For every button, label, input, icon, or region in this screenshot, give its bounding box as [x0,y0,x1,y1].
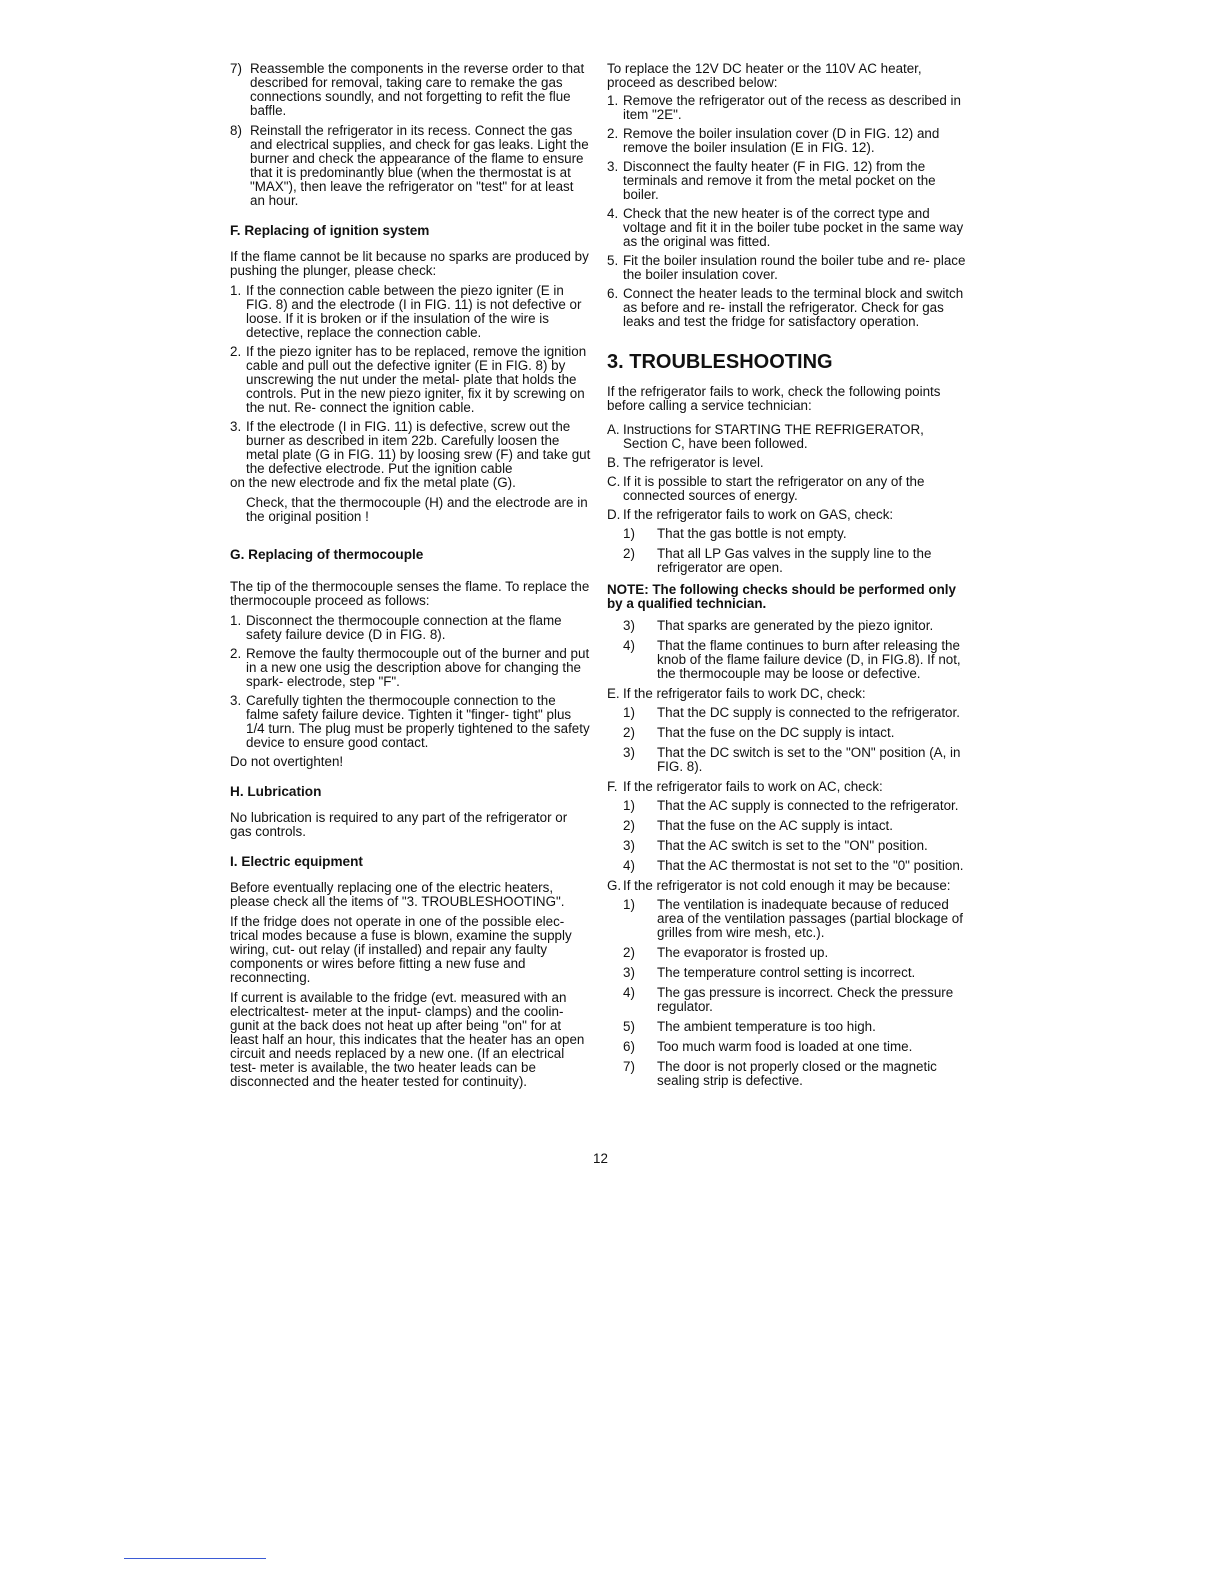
item-number: 6. [607,286,619,301]
list-item-d [607,508,969,522]
item-number: 5. [607,253,619,268]
item-letter: A. [607,422,620,437]
item-text: That all LP Gas valves in the supply line to the refrigerator are open. [657,546,932,575]
item-number: 2) [623,546,635,561]
footer-rule [124,1558,266,1559]
sub-item [607,966,969,980]
list-item [607,160,969,202]
section-f-intro: If the flame cannot be lit because no sparks are produced by pushing the plunger, please check: [230,249,589,278]
list-item [230,647,592,689]
item-text: Fit the boiler insulation round the boiler tube and re- place the boiler insulation cover. [623,253,966,282]
item-text: That the DC supply is connected to the refrigerator. [657,705,960,720]
item-number: 7) [230,61,242,76]
item-letter: F. [607,779,618,794]
item-number: 2) [623,818,635,833]
item-number: 3) [623,965,635,980]
item-text: Reassemble the components in the reverse order to that described for removal, taking care to remake the gas connections soundly, and not forgetting to refit the flue baffle. [250,61,585,118]
item-text: That the fuse on the AC supply is intact. [657,818,893,833]
right-column [607,62,969,1094]
troubleshooting-intro: If the refrigerator fails to work, check the following points before calling a service technician: [607,384,941,413]
item-letter: B. [607,455,620,470]
section-i-paragraph: Before eventually replacing one of the electric heaters, please check all the items of "3. TROUBLESHOOTING". [230,880,565,909]
item-number: 1. [230,283,242,298]
item-text: Check that the new heater is of the correct type and voltage and fit it in the boiler tube pocket in the same way as the original was fitted. [623,206,964,249]
item-text: That the flame continues to burn after releasing the knob of the flame failure device (D, in FIG.8). If not, the thermocouple may be loose or defective. [657,638,961,681]
sub-item [607,639,969,681]
item-number: 3) [623,745,635,760]
item-number: 3. [607,159,619,174]
item-text: Too much warm food is loaded at one time. [657,1039,913,1054]
item-number: 3) [623,618,635,633]
item-number: 4) [623,985,635,1000]
section-i-paragraph: If the fridge does not operate in one of the possible elec- trical modes because a fuse is blown, examine the supply wiring, cut- out relay (if installed) and repair any faulty components or wires before fitting a new fuse and reconnecting. [230,914,572,985]
item-text: The ventilation is inadequate because of reduced area of the ventilation passages (partial blockage of grilles from wire mesh, etc.). [657,897,963,940]
item-text: That the AC supply is connected to the refrigerator. [657,798,959,813]
list-item-a [607,423,969,451]
item-text: If the refrigerator fails to work DC, check: [623,686,866,701]
list-item [607,287,969,329]
sub-item [607,946,969,960]
sub-item [607,547,969,575]
item-text: The door is not properly closed or the magnetic sealing strip is defective. [657,1059,937,1088]
list-item [230,420,592,476]
item-text: Remove the faulty thermocouple out of the burner and put in a new one usig the description above for changing the spark- electrode, step "F". [246,646,590,689]
list-item [607,207,969,249]
item-number: 8) [230,123,242,138]
list-item-c [607,475,969,503]
list-item [230,694,592,750]
item-number: 1. [230,613,242,628]
section-g-intro: The tip of the thermocouple senses the flame. To replace the thermocouple proceed as follows: [230,579,590,608]
item-number: 2) [623,945,635,960]
list-item [230,124,592,208]
item-text: Disconnect the thermocouple connection at the flame safety failure device (D in FIG. 8). [246,613,562,642]
list-item-e [607,687,969,701]
section-h-text: No lubrication is required to any part of the refrigerator or gas controls. [230,810,568,839]
item-letter: D. [607,507,621,522]
sub-item [607,898,969,940]
list-item [230,284,592,340]
item-text: Remove the refrigerator out of the recess as described in item "2E". [623,93,961,122]
sub-item [607,1060,969,1088]
item-text: That the gas bottle is not empty. [657,526,847,541]
item-text: If the electrode (I in FIG. 11) is defective, screw out the burner as described in item 22b. Carefully loosen the metal plate (G in FIG. 11) by loosing srew (F) and take gut the defective electrode. Put the ignition cable [246,419,591,476]
item-text: The refrigerator is level. [623,455,764,470]
item-number: 1) [623,705,635,720]
item-number: 4) [623,858,635,873]
item-number: 3. [230,693,242,708]
section-i-heading: I. Electric equipment [230,854,363,869]
item-text: Instructions for STARTING THE REFRIGERATOR, Section C, have been followed. [623,422,924,451]
item-number: 2. [230,646,242,661]
sub-item [607,859,969,873]
item-text: Carefully tighten the thermocouple connection to the falme safety failure device. Tighten it "finger- tight" plus 1/4 turn. The plug must be properly tightened to the safety device to ensure good contact. [246,693,590,750]
item-number: 1) [623,798,635,813]
item-text: The evaporator is frosted up. [657,945,829,960]
item-text: That the AC switch is set to the "ON" position. [657,838,928,853]
sub-item [607,986,969,1014]
item-number: 3. [230,419,242,434]
sub-item [607,839,969,853]
item-number: 2) [623,725,635,740]
check-note: Check, that the thermocouple (H) and the electrode are in the original position ! [246,495,588,524]
technician-note: NOTE: The following checks should be performed only by a qualified technician. [607,582,956,611]
overtighten-warning: Do not overtighten! [230,754,344,769]
item-letter: C. [607,474,621,489]
item-text: If the refrigerator fails to work on GAS, check: [623,507,894,522]
item-continuation: on the new electrode and fix the metal plate (G). [230,475,516,490]
sub-item [607,799,969,813]
item-number: 7) [623,1059,635,1074]
item-number: 1) [623,897,635,912]
sub-item [607,726,969,740]
left-column [230,62,592,1095]
sub-item [607,1020,969,1034]
item-text: The gas pressure is incorrect. Check the pressure regulator. [657,985,954,1014]
list-item [230,345,592,415]
item-text: That sparks are generated by the piezo ignitor. [657,618,934,633]
item-text: If the piezo igniter has to be replaced, remove the ignition cable and pull out the defective igniter (E in FIG. 8) by unscrewing the nut under the metal- plate that holds the controls. Put in the new piezo igniter, fix it by screwing on the nut. Re- connect the ignition cable. [246,344,587,415]
heater-intro: To replace the 12V DC heater or the 110V AC heater, proceed as described below: [607,61,922,90]
item-number: 2. [607,126,619,141]
item-text: If the connection cable between the piezo igniter (E in FIG. 8) and the electrode (I in FIG. 11) is not defective or loose. If it is broken or if the insulation of the wire is detective, replace the connection cable. [246,283,582,340]
sub-item [607,527,969,541]
item-text: The ambient temperature is too high. [657,1019,876,1034]
item-text: If it is possible to start the refrigerator on any of the connected sources of energy. [623,474,925,503]
item-text: If the refrigerator fails to work on AC, check: [623,779,883,794]
list-item [230,614,592,642]
list-item-g [607,879,969,893]
section-i-paragraph: If current is available to the fridge (evt. measured with an electricaltest- meter at the input- clamps) and the coolin- gunit at the back does not heat up after being "on" for at least half an hour, this indicates that the heater has an open circuit and needs replaced by a new one. (If an electrical test- meter is available, the two heater leads can be disconnected and the heater tested for continuity). [230,990,585,1089]
item-number: 4. [607,206,619,221]
item-text: Disconnect the faulty heater (F in FIG. 12) from the terminals and remove it from the metal pocket on the boiler. [623,159,936,202]
item-number: 6) [623,1039,635,1054]
list-item [607,94,969,122]
section-h-heading: H. Lubrication [230,784,322,799]
item-number: 2. [230,344,242,359]
list-item [607,254,969,282]
list-item [607,127,969,155]
sub-item [607,619,969,633]
list-item-f [607,780,969,794]
item-number: 1) [623,526,635,541]
item-text: That the AC thermostat is not set to the "0" position. [657,858,964,873]
section-f-heading: F. Replacing of ignition system [230,223,430,238]
item-text: Remove the boiler insulation cover (D in FIG. 12) and remove the boiler insulation (E in FIG. 12). [623,126,940,155]
item-number: 4) [623,638,635,653]
item-number: 5) [623,1019,635,1034]
item-text: That the fuse on the DC supply is intact. [657,725,895,740]
troubleshooting-heading: 3. TROUBLESHOOTING [607,351,833,373]
item-text: The temperature control setting is incorrect. [657,965,916,980]
sub-item [607,746,969,774]
item-number: 3) [623,838,635,853]
sub-item [607,819,969,833]
page-number: 12 [593,1151,608,1166]
item-text: Reinstall the refrigerator in its recess. Connect the gas and electrical supplies, and check for gas leaks. Light the burner and check the appearance of the flame to ensure that it is predominantly blue (when the thermostat is at "MAX"), then leave the refrigerator on "test" for at least an hour. [250,123,589,208]
list-item-b [607,456,969,470]
item-text: That the DC switch is set to the "ON" position (A, in FIG. 8). [657,745,961,774]
item-letter: E. [607,686,620,701]
list-item [230,62,592,118]
item-number: 1. [607,93,619,108]
sub-item [607,706,969,720]
section-g-heading: G. Replacing of thermocouple [230,547,424,562]
sub-item [607,1040,969,1054]
item-text: Connect the heater leads to the terminal block and switch as before and re- install the refrigerator. Check for gas leaks and test the fridge for satisfactory operation. [623,286,964,329]
item-text: If the refrigerator is not cold enough it may be because: [623,878,951,893]
item-letter: G. [607,878,622,893]
